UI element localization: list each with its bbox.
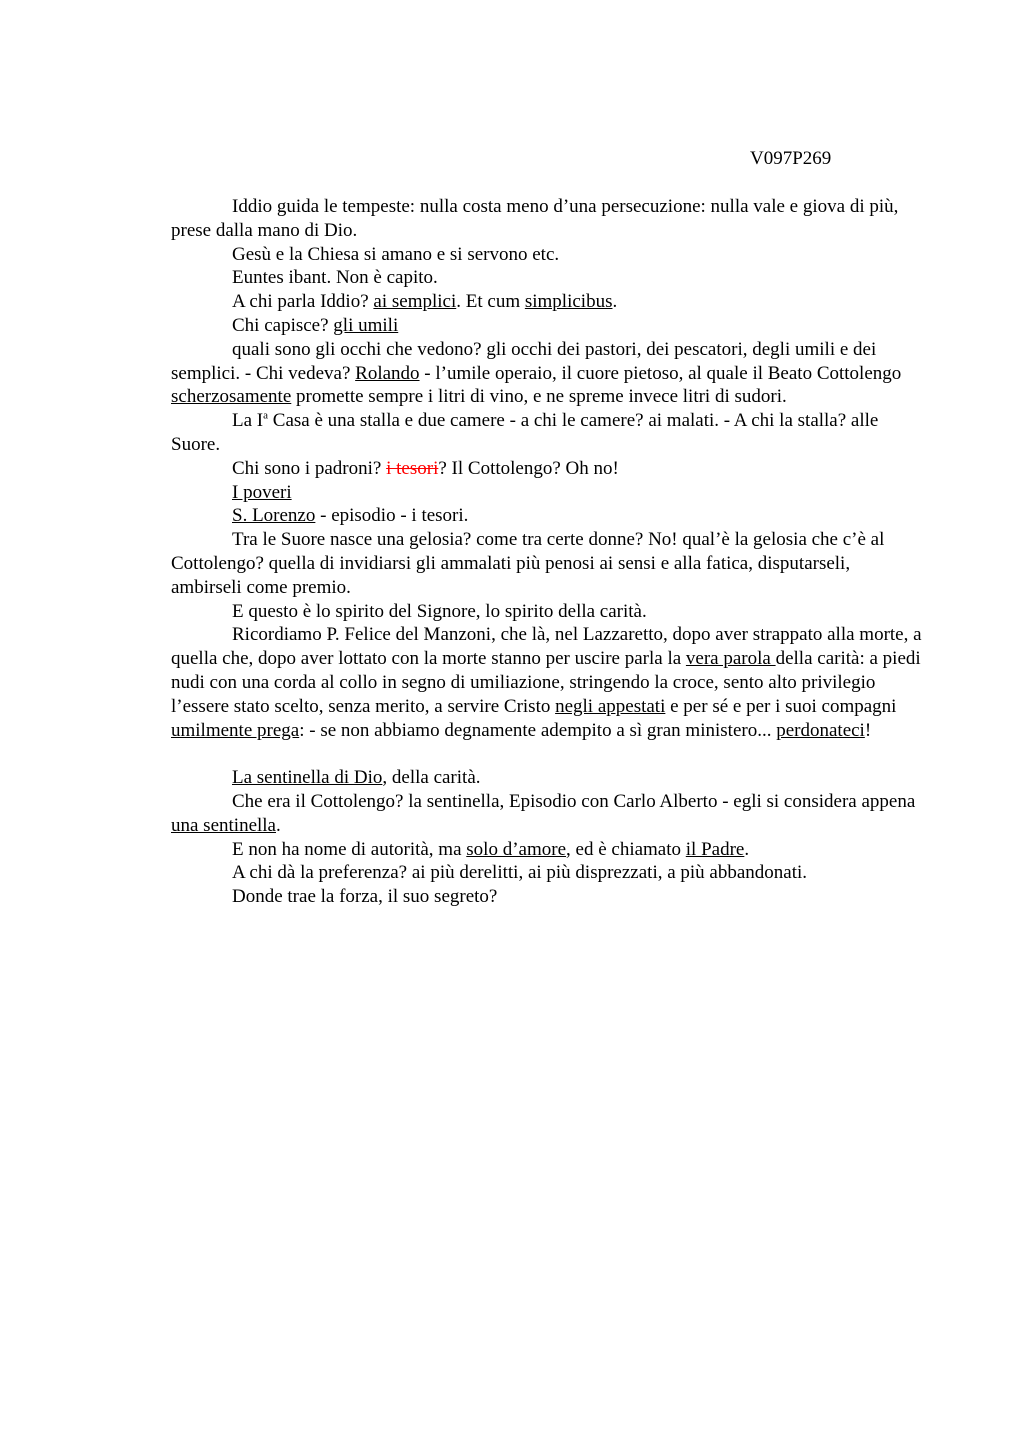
- paragraph-chiesa: Gesù e la Chiesa si amano e si servono etc.: [232, 243, 560, 265]
- underlined-simplicibus: simplicibus: [524, 291, 613, 313]
- underlined-negli-appestati: negli appestati: [555, 695, 666, 717]
- paragraph-padre: E non ha nome di autorità, ma solo d’amore, ed è chiamato il Padre.: [232, 838, 750, 860]
- underlined-umilmente-prega: umilmente prega: [171, 719, 300, 741]
- paragraph-segreto: Donde trae la forza, il suo segreto?: [232, 886, 498, 908]
- underlined-sentinella-di-dio: La sentinella di Dio: [232, 767, 383, 789]
- paragraph-spirito: E questo è lo spirito del Signore, lo spirito della carità.: [232, 600, 647, 622]
- paragraph-casa: La $I^a$ Casa è una stalla e due camere - a chi le camere? ai malati. - A chi la stalla? alle Suore.: [171, 409, 879, 455]
- paragraph-padroni: Chi sono i padroni? i tesori? Il Cottolengo? Oh no!: [232, 457, 619, 479]
- paragraph-felice: Ricordiamo P. Felice del Manzoni, che là, nel Lazzaretto, dopo aver strappato alla morte, a quella che, dopo aver lottato con la morte stanno per uscire parla la vera parola della carità: a piedi nudi con una corda al collo in segno di umiliazione, stringendo la croce, sento alto privilegio l’essere stato scelto, senza merito, a servire Cristo negli appestati e per sé e per i suoi compagni umilmente prega: - se non abbiamo degnamente adempito a sì gran ministero... perdonateci!: [171, 624, 922, 741]
- superscript-a: a: [263, 409, 269, 422]
- underlined-s-lorenzo: S. Lorenzo: [232, 505, 316, 527]
- struck-i-tesori: i tesori: [386, 457, 439, 479]
- underlined-vera-parola: vera parola: [685, 648, 776, 670]
- underlined-i-poveri: I poveri: [232, 481, 292, 503]
- underlined-scherzosamente: scherzosamente: [171, 386, 292, 408]
- paragraph-sentinella-title: La sentinella di Dio, della carità.: [232, 767, 481, 789]
- paragraph-gelosia: Tra le Suore nasce una gelosia? come tra certe donne? No! qual’è la gelosia che c’è al Cottolengo? quella di invidiarsi gli ammalati più penosi ai sensi e alla fatica, disputarseli, ambirseli come premio.: [171, 529, 885, 598]
- underlined-gli-umili: gli umili: [333, 314, 399, 336]
- paragraph-carlo-alberto: Che era il Cottolengo? la sentinella, Episodio con Carlo Alberto - egli si considera appena una sentinella.: [171, 790, 916, 836]
- underlined-solo-damore: solo d’amore: [466, 838, 567, 860]
- underlined-perdonateci: perdonateci: [776, 719, 865, 741]
- paragraph-umili: Chi capisce? gli umili: [232, 314, 399, 336]
- document-body: [171, 195, 923, 909]
- paragraph-poveri: [171, 481, 923, 505]
- paragraph-euntes: Euntes ibant. Non è capito.: [232, 267, 438, 289]
- paragraph-occhi: quali sono gli occhi che vedono? gli occhi dei pastori, dei pescatori, degli umili e dei semplici. - Chi vedeva? Rolando - l’umile operaio, il cuore pietoso, al quale il Beato Cottolengo scherzosamente promette sempre i litri di vino, e ne spreme invece litri di sudori.: [171, 338, 902, 408]
- underlined-il-padre: il Padre: [685, 838, 745, 860]
- underlined-una-sentinella: una sentinella: [171, 814, 276, 836]
- underlined-ai-semplici: ai semplici: [373, 291, 457, 313]
- paragraph-lorenzo: S. Lorenzo - episodio - i tesori.: [232, 505, 469, 527]
- underlined-rolando: Rolando: [355, 362, 420, 384]
- paragraph-tempeste: Iddio guida le tempeste: nulla costa meno d’una persecuzione: nulla vale e giova di più, prese dalla mano di Dio.: [171, 196, 899, 241]
- paragraph-semplici: A chi parla Iddio? ai semplici. Et cum simplicibus.: [232, 291, 618, 313]
- page-identifier: V097P269: [750, 148, 832, 169]
- paragraph-preferenza: A chi dà la preferenza? ai più derelitti, ai più disprezzati, a più abbandonati.: [232, 862, 808, 884]
